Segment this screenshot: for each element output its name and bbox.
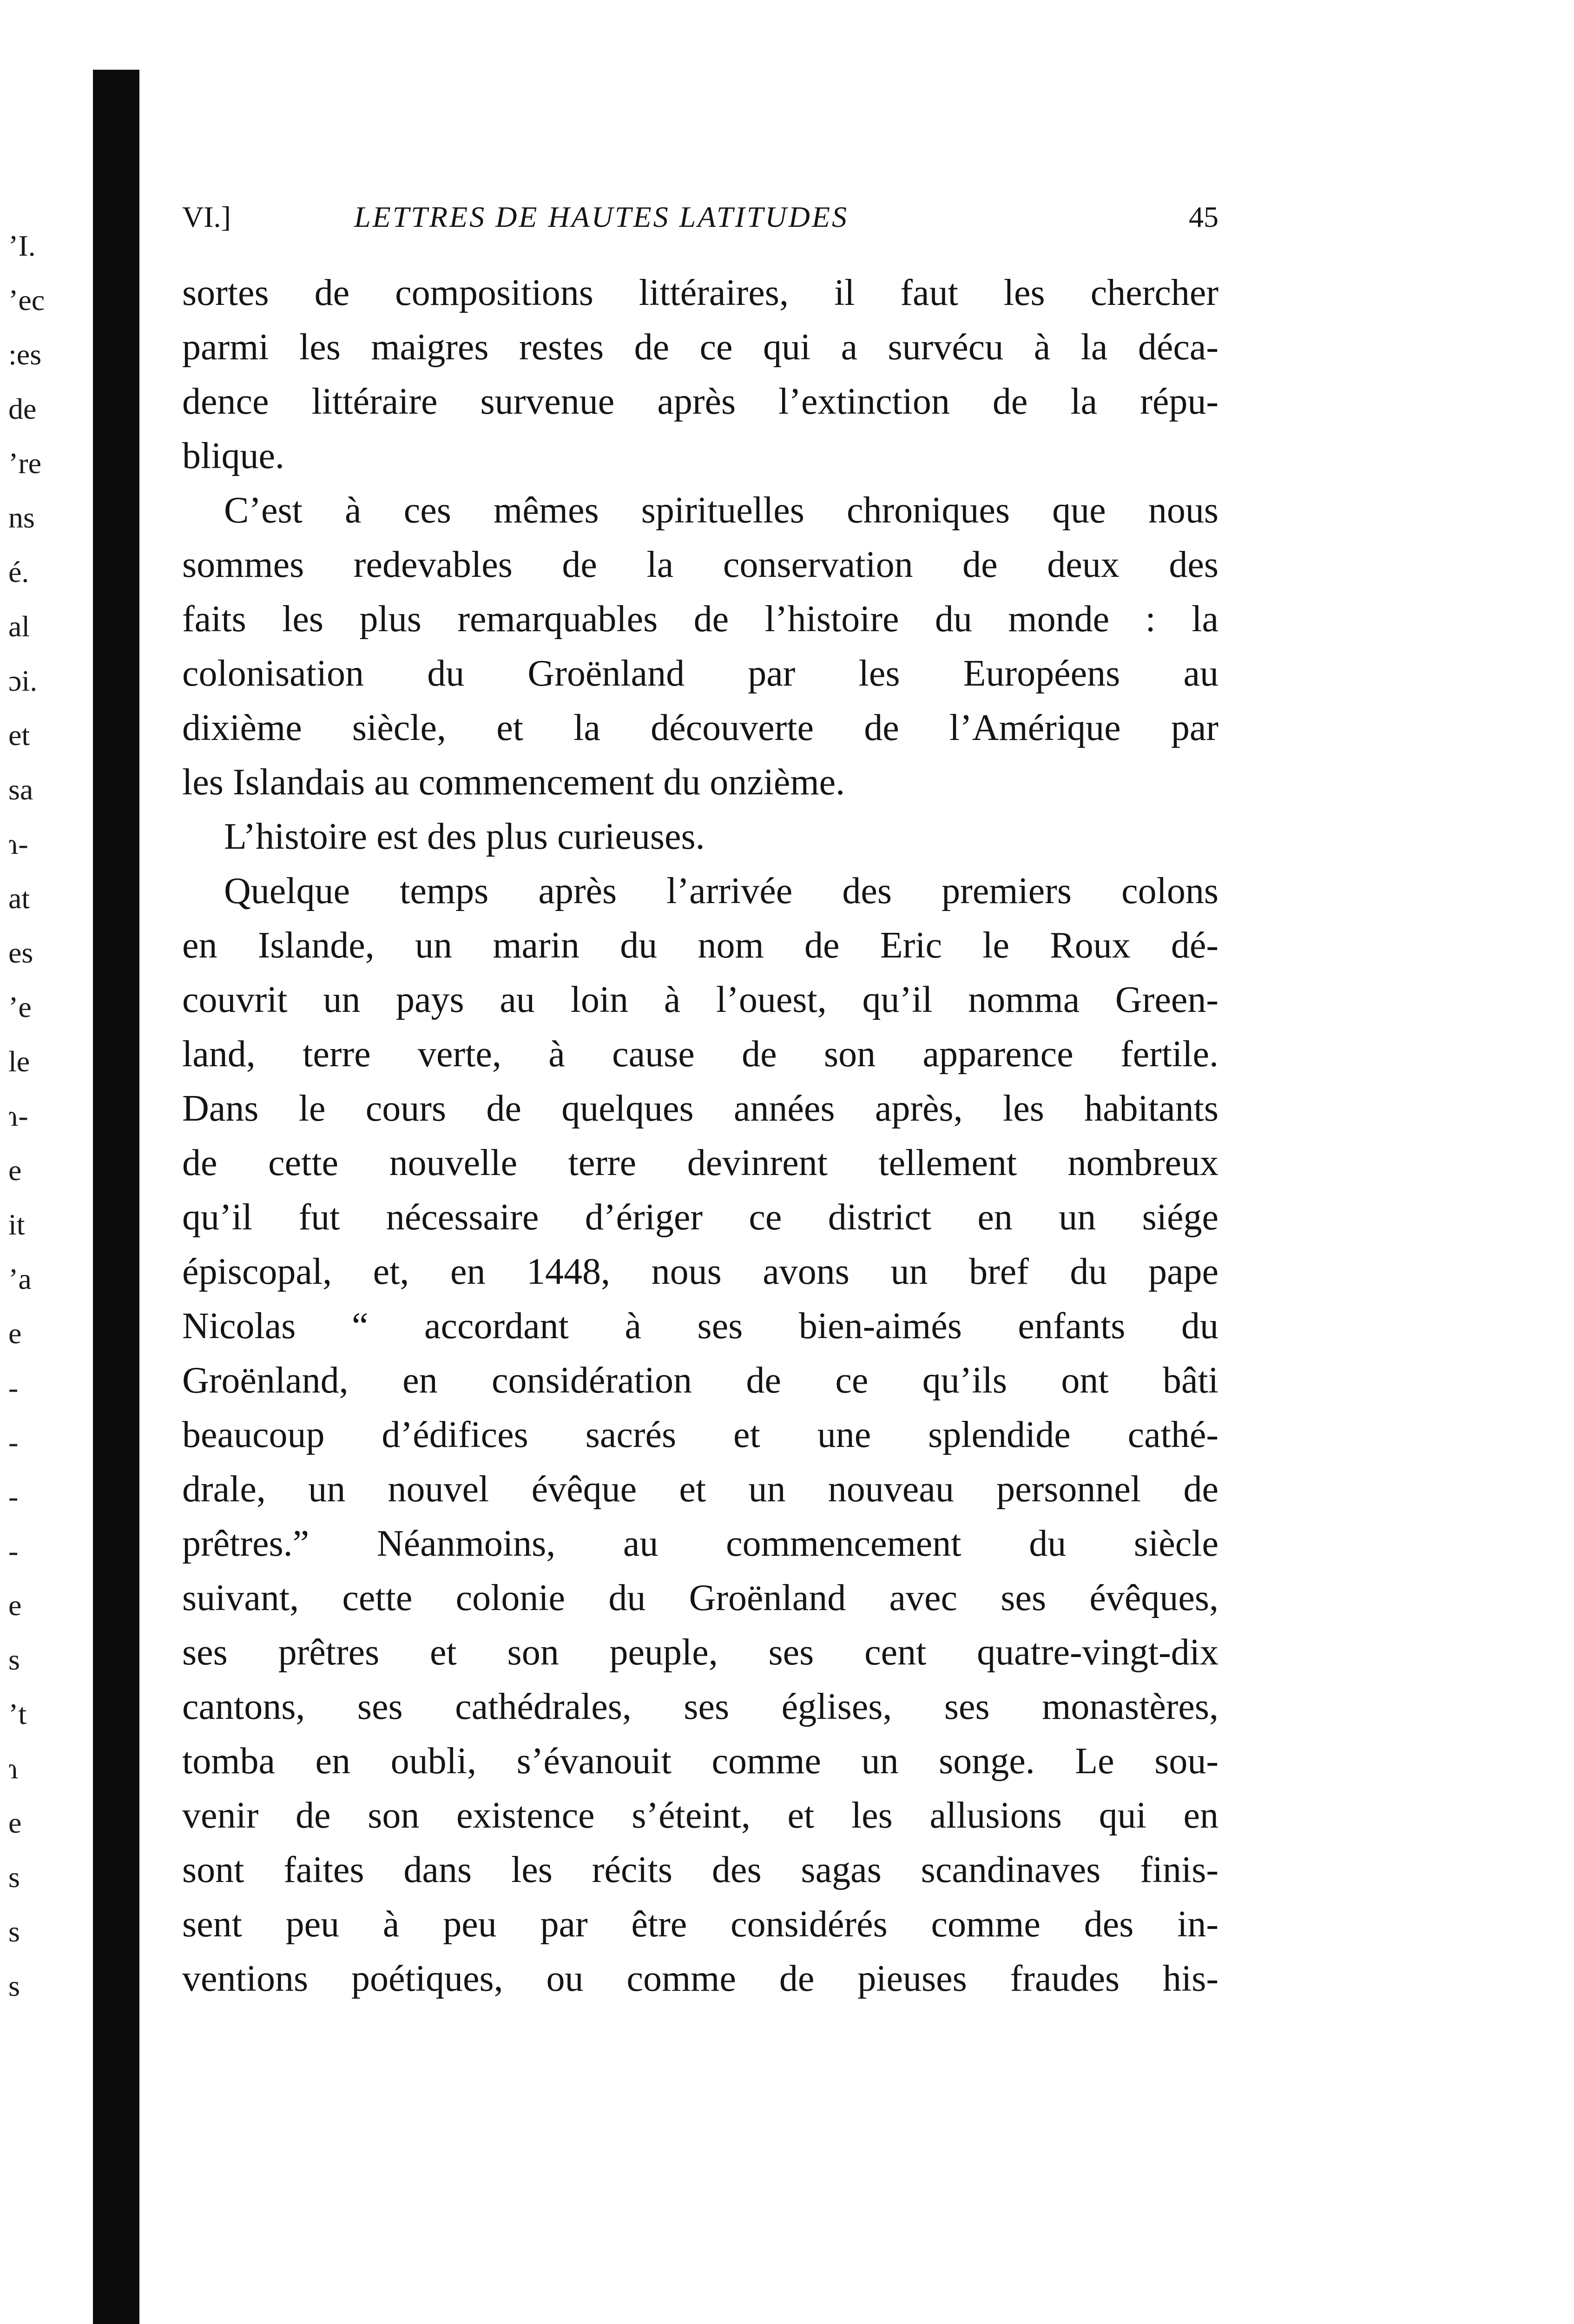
facing-page-fragment: ɿ-: [8, 827, 28, 860]
facing-page-fragment: s: [8, 1969, 20, 2002]
text-line: couvrit un pays au loin à l’ouest, qu’il nomma Green-: [182, 979, 1218, 1020]
facing-page-fragment: -: [8, 1534, 19, 1567]
text-line: Dans le cours de quelques années après, les habitants: [182, 1088, 1218, 1129]
facing-page-fragment: ʼre: [8, 447, 42, 480]
facing-page-fragment: le: [8, 1045, 30, 1078]
text-line: sent peu à peu par être considérés comme des in-: [182, 1904, 1218, 1945]
text-line: en Islande, un marin du nom de Eric le Roux dé-: [182, 925, 1218, 966]
text-line: C’est à ces mêmes spirituelles chroniques que nous: [224, 490, 1218, 531]
text-line: sortes de compositions littéraires, il faut les chercher: [182, 272, 1218, 313]
text-line: land, terre verte, à cause de son apparence fertile.: [182, 1034, 1218, 1075]
text-line: dixième siècle, et la découverte de l’Amérique par: [182, 707, 1218, 748]
facing-page-fragment: al: [8, 610, 30, 643]
facing-page-fragment: ɿ-: [8, 1099, 28, 1132]
text-line: de cette nouvelle terre devinrent tellement nombreux: [182, 1142, 1218, 1183]
running-title: LETTRES DE HAUTES LATITUDES: [354, 200, 849, 233]
text-line: colonisation du Groënland par les Européens au: [182, 653, 1218, 694]
body-text: [182, 266, 1218, 2006]
facing-page-fragment: s: [8, 1915, 20, 1948]
text-line: dence littéraire survenue après l’extinction de la répu-: [182, 381, 1218, 422]
facing-page-fragment: -: [8, 1426, 19, 1459]
facing-page-fragment: es: [8, 936, 33, 969]
text-line: beaucoup d’édifices sacrés et une splendide cathé-: [182, 1414, 1218, 1455]
text-line: Nicolas “ accordant à ses bien-aimés enfants du: [182, 1306, 1218, 1347]
facing-page-fragment: et: [8, 719, 30, 752]
facing-page-fragment: ʼI.: [8, 229, 36, 262]
text-line: suivant, cette colonie du Groënland avec ses évêques,: [182, 1578, 1218, 1618]
text-line: Quelque temps après l’arrivée des premiers colons: [224, 871, 1218, 911]
facing-page-fragment: e: [8, 1154, 22, 1187]
text-line: venir de son existence s’éteint, et les allusions qui en: [182, 1795, 1218, 1836]
page-gutter-shadow: [93, 70, 139, 2324]
facing-page-fragment: ns: [8, 501, 35, 534]
facing-page-fragment: ɿ: [8, 1752, 19, 1785]
facing-page-fragment: sa: [8, 773, 33, 806]
text-line: parmi les maigres restes de ce qui a survécu à la déca-: [182, 327, 1218, 368]
text-line: faits les plus remarquables de l’histoire du monde : la: [182, 599, 1218, 640]
text-line: drale, un nouvel évêque et un nouveau personnel de: [182, 1469, 1218, 1510]
text-line: blique.: [182, 436, 284, 476]
text-line: L’histoire est des plus curieuses.: [224, 816, 705, 857]
facing-page-fragment: é.: [8, 555, 29, 588]
text-line: ventions poétiques, ou comme de pieuses fraudes his-: [182, 1958, 1218, 1999]
facing-page-fragment: ʼt: [8, 1697, 27, 1730]
facing-page-fragment: ʼa: [8, 1262, 32, 1295]
facing-page-fragment: it: [8, 1208, 25, 1241]
text-line: tomba en oubli, s’évanouit comme un songe. Le sou-: [182, 1741, 1218, 1782]
facing-page-fragment: s: [8, 1643, 20, 1676]
facing-page-fragment: -: [8, 1371, 19, 1404]
text-line: les Islandais au commencement du onzième.: [182, 762, 845, 803]
text-line: prêtres.” Néanmoins, au commencement du siècle: [182, 1523, 1218, 1564]
text-line: ses prêtres et son peuple, ses cent quatre-vingt-dix: [182, 1632, 1218, 1673]
facing-page-fragment: ɔi.: [8, 664, 38, 697]
text-line: épiscopal, et, en 1448, nous avons un bref du pape: [182, 1251, 1218, 1292]
page-number: 45: [1189, 200, 1218, 233]
facing-page-fragment: -: [8, 1480, 19, 1513]
facing-page-fragment: e: [8, 1589, 22, 1622]
facing-page-fragment: e: [8, 1317, 22, 1350]
facing-page-fragment: s: [8, 1861, 20, 1894]
running-head: [182, 200, 1218, 242]
facing-page-fragment: ʼec: [8, 284, 45, 317]
facing-page-fragment: at: [8, 882, 30, 915]
facing-page-fragments: [8, 218, 87, 2013]
text-line: sommes redevables de la conservation de deux des: [182, 544, 1218, 585]
text-line: sont faites dans les récits des sagas scandinaves finis-: [182, 1849, 1218, 1890]
chapter-number: VI.]: [182, 200, 231, 233]
facing-page-fragment: :es: [8, 338, 42, 371]
facing-page-fragment: ʼe: [8, 990, 32, 1023]
text-line: qu’il fut nécessaire d’ériger ce district en un siége: [182, 1197, 1218, 1238]
text-line: cantons, ses cathédrales, ses églises, ses monastères,: [182, 1686, 1218, 1727]
facing-page-fragment: de: [8, 392, 37, 425]
facing-page-fragment: e: [8, 1806, 22, 1839]
text-line: Groënland, en considération de ce qu’ils ont bâti: [182, 1360, 1218, 1401]
